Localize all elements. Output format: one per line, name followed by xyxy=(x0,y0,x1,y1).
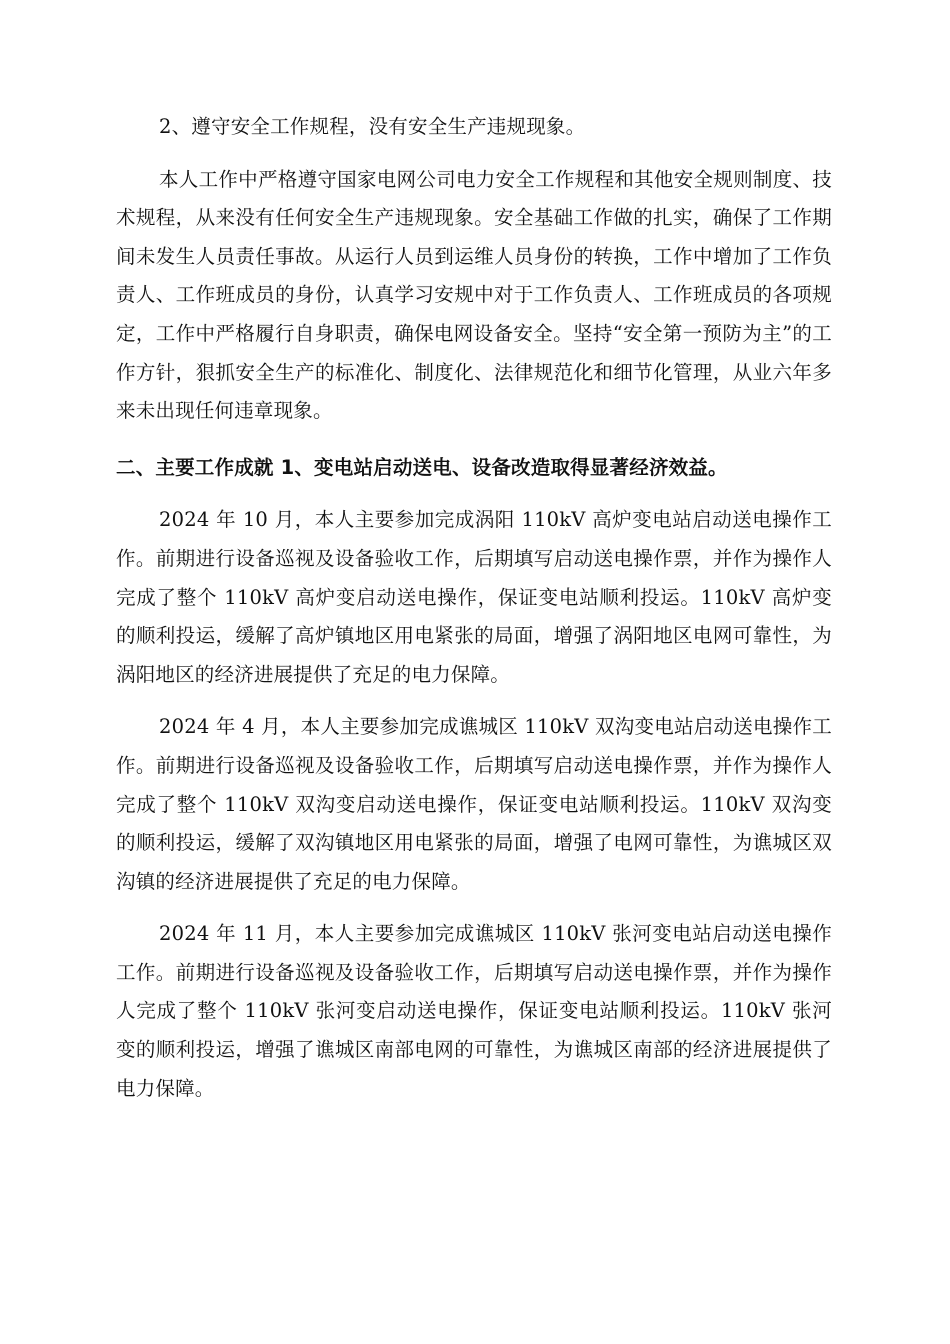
paragraph-gaolu: 2024 年 10 月，本人主要参加完成涡阳 110kV 高炉变电站启动送电操作工作。前期进行设备巡视及设备验收工作，后期填写启动送电操作票，并作为操作人完成了整个 110kV 高炉变启动送电操作，保证变电站顺利投运。110kV 高炉变的顺利投运，缓解了高炉镇地区用电紧张的局面，增强了涡阳地区电网可靠性，为涡阳地区的经济进展提供了充足的电力保障。 xyxy=(116,508,832,686)
spacer xyxy=(116,431,832,449)
section-2-heading: 二、主要工作成就 1、变电站启动送电、设备改造取得显著经济效益。 xyxy=(116,455,728,479)
paragraph-zhanghe: 2024 年 11 月，本人主要参加完成谯城区 110kV 张河变电站启动送电操作工作。前期进行设备巡视及设备验收工作，后期填写启动送电操作票，并作为操作人完成了整个 110kV 张河变启动送电操作，保证变电站顺利投运。110kV 张河变的顺利投运，增强了谯城区南部电网的可靠性，为谯城区南部的经济进展提供了电力保障。 xyxy=(116,922,832,1100)
spacer xyxy=(116,901,832,915)
spacer xyxy=(116,147,832,161)
item-2-title: 2、遵守安全工作规程，没有安全生产违规现象。 xyxy=(159,115,586,138)
spacer xyxy=(116,694,832,708)
safety-paragraph: 本人工作中严格遵守国家电网公司电力安全工作规程和其他安全规则制度、技术规程，从来没有任何安全生产违规现象。安全基础工作做的扎实，确保了工作期间未发生人员责任事故。从运行人员到运维人员身份的转换，工作中增加了工作负责人、工作班成员的身份，认真学习安规中对于工作负责人、工作班成员的各项规定，工作中严格履行自身职责，确保电网设备安全。坚持“安全第一预防为主”的工作方针，狠抓安全生产的标准化、制度化、法律规范化和细节化管理，从业六年多来未出现任何违章现象。 xyxy=(116,167,832,423)
document-body xyxy=(116,108,832,1108)
spacer xyxy=(116,487,832,501)
paragraph-shuanggou: 2024 年 4 月，本人主要参加完成谯城区 110kV 双沟变电站启动送电操作工作。前期进行设备巡视及设备验收工作，后期填写启动送电操作票，并作为操作人完成了整个 110kV 双沟变启动送电操作，保证变电站顺利投运。110kV 双沟变的顺利投运，缓解了双沟镇地区用电紧张的局面，增强了电网可靠性，为谯城区双沟镇的经济进展提供了充足的电力保障。 xyxy=(116,715,832,893)
